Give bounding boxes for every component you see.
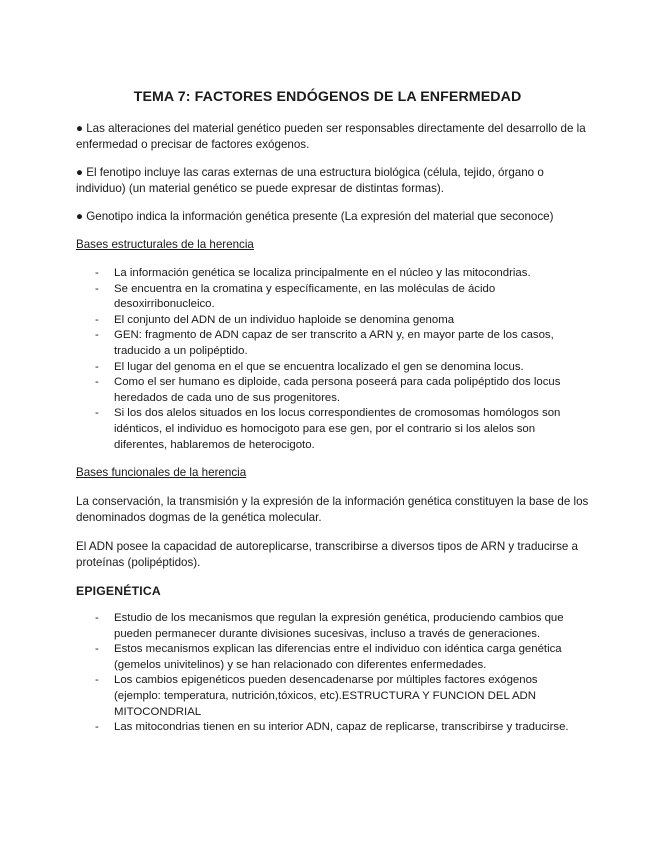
list-item: [0, 720, 581, 736]
list-item: [0, 642, 581, 673]
dash-bullet: -: [95, 407, 99, 420]
list-item-text: Estos mecanismos explican las diferencias entre el individuo con idéntica carga genética (gemelos univitelinos) y se han relacionado con diferentes enfermedades.: [114, 643, 562, 671]
dash-bullet: -: [95, 282, 99, 295]
funcionales-paragraph-1: La conservación, la transmisión y la expresión de la información genética constituyen la base de los denominados dogmas de la genética molecular.: [76, 495, 589, 524]
list-item-text: Los cambios epigenéticos pueden desencadenarse por múltiples factores exógenos (ejemplo: temperatura, nutrición,tóxicos, etc).ESTRUCTURA Y FUNCION DEL ADN MITOCONDRIAL: [114, 674, 538, 718]
intro-paragraph-alteraciones: ● Las alteraciones del material genético pueden ser responsables directamente del desarrollo de la enfermedad o precisar de factores exógenos.: [76, 122, 586, 151]
dash-bullet: -: [95, 360, 99, 373]
list-item: [0, 282, 581, 313]
section-heading-estructurales: Bases estructurales de la herencia: [76, 238, 254, 251]
dash-bullet: -: [95, 329, 99, 342]
dash-bullet: -: [95, 313, 99, 326]
dash-bullet: -: [95, 643, 99, 656]
list-item: [0, 406, 581, 453]
list-item: [0, 266, 581, 282]
list-epigenetica: [0, 611, 655, 736]
section-heading-epigenetica: EPIGENÉTICA: [76, 584, 161, 598]
list-item-text: El conjunto del ADN de un individuo haploide se denomina genoma: [114, 313, 455, 326]
list-estructurales: [0, 266, 655, 453]
dash-bullet: -: [95, 721, 99, 734]
list-item-text: Si los dos alelos situados en los locus correspondientes de cromosomas homólogos son idénticos, el individuo es homocigoto para ese gen, por el contrario si los alelos son diferentes, hablaremos de heterocigoto.: [114, 407, 561, 451]
dash-bullet: -: [95, 612, 99, 624]
intro-paragraph-genotipo: ● Genotipo indica la información genética presente (La expresión del material que seconoce): [76, 210, 554, 223]
page-title: TEMA 7: FACTORES ENDÓGENOS DE LA ENFERMEDAD: [133, 89, 522, 105]
section-heading-funcionales: Bases funcionales de la herencia: [76, 466, 247, 479]
dash-bullet: -: [95, 267, 99, 279]
list-item-text: Estudio de los mecanismos que regulan la expresión genética, produciendo cambios que pueden permanecer durante divisiones sucesivas, incluso a través de generaciones.: [114, 612, 564, 640]
list-item: [0, 328, 581, 359]
list-item: [0, 673, 581, 720]
dash-bullet: -: [95, 376, 99, 389]
list-item: [0, 313, 581, 329]
intro-paragraph-fenotipo: ● El fenotipo incluye las caras externas de una estructura biológica (célula, tejido, órgano o individuo) (un material genético se puede expresar de distintas formas).: [76, 166, 544, 195]
list-item-text: Se encuentra en la cromatina y específicamente, en las moléculas de ácido desoxirribonucleico.: [114, 282, 496, 311]
dash-bullet: -: [95, 674, 99, 687]
list-item-text: La información genética se localiza principalmente en el núcleo y las mitocondrias.: [114, 267, 531, 279]
list-item-text: GEN: fragmento de ADN capaz de ser transcrito a ARN y, en mayor parte de los casos, traducido a un polipéptido.: [114, 329, 554, 357]
list-item-text: Como el ser humano es diploide, cada persona poseerá para cada polipéptido dos locus heredados de cada uno de sus progenitores.: [114, 376, 561, 404]
list-item-text: Las mitocondrias tienen en su interior ADN, capaz de replicarse, transcribirse y traducirse.: [114, 721, 569, 734]
funcionales-paragraph-2: El ADN posee la capacidad de autoreplicarse, transcribirse a diversos tipos de ARN y traducirse a proteínas (polipéptidos).: [76, 540, 579, 569]
list-item: [0, 611, 581, 642]
list-item: [0, 375, 581, 406]
list-item-text: El lugar del genoma en el que se encuentra localizado el gen se denomina locus.: [114, 360, 524, 373]
list-item: [0, 360, 581, 376]
